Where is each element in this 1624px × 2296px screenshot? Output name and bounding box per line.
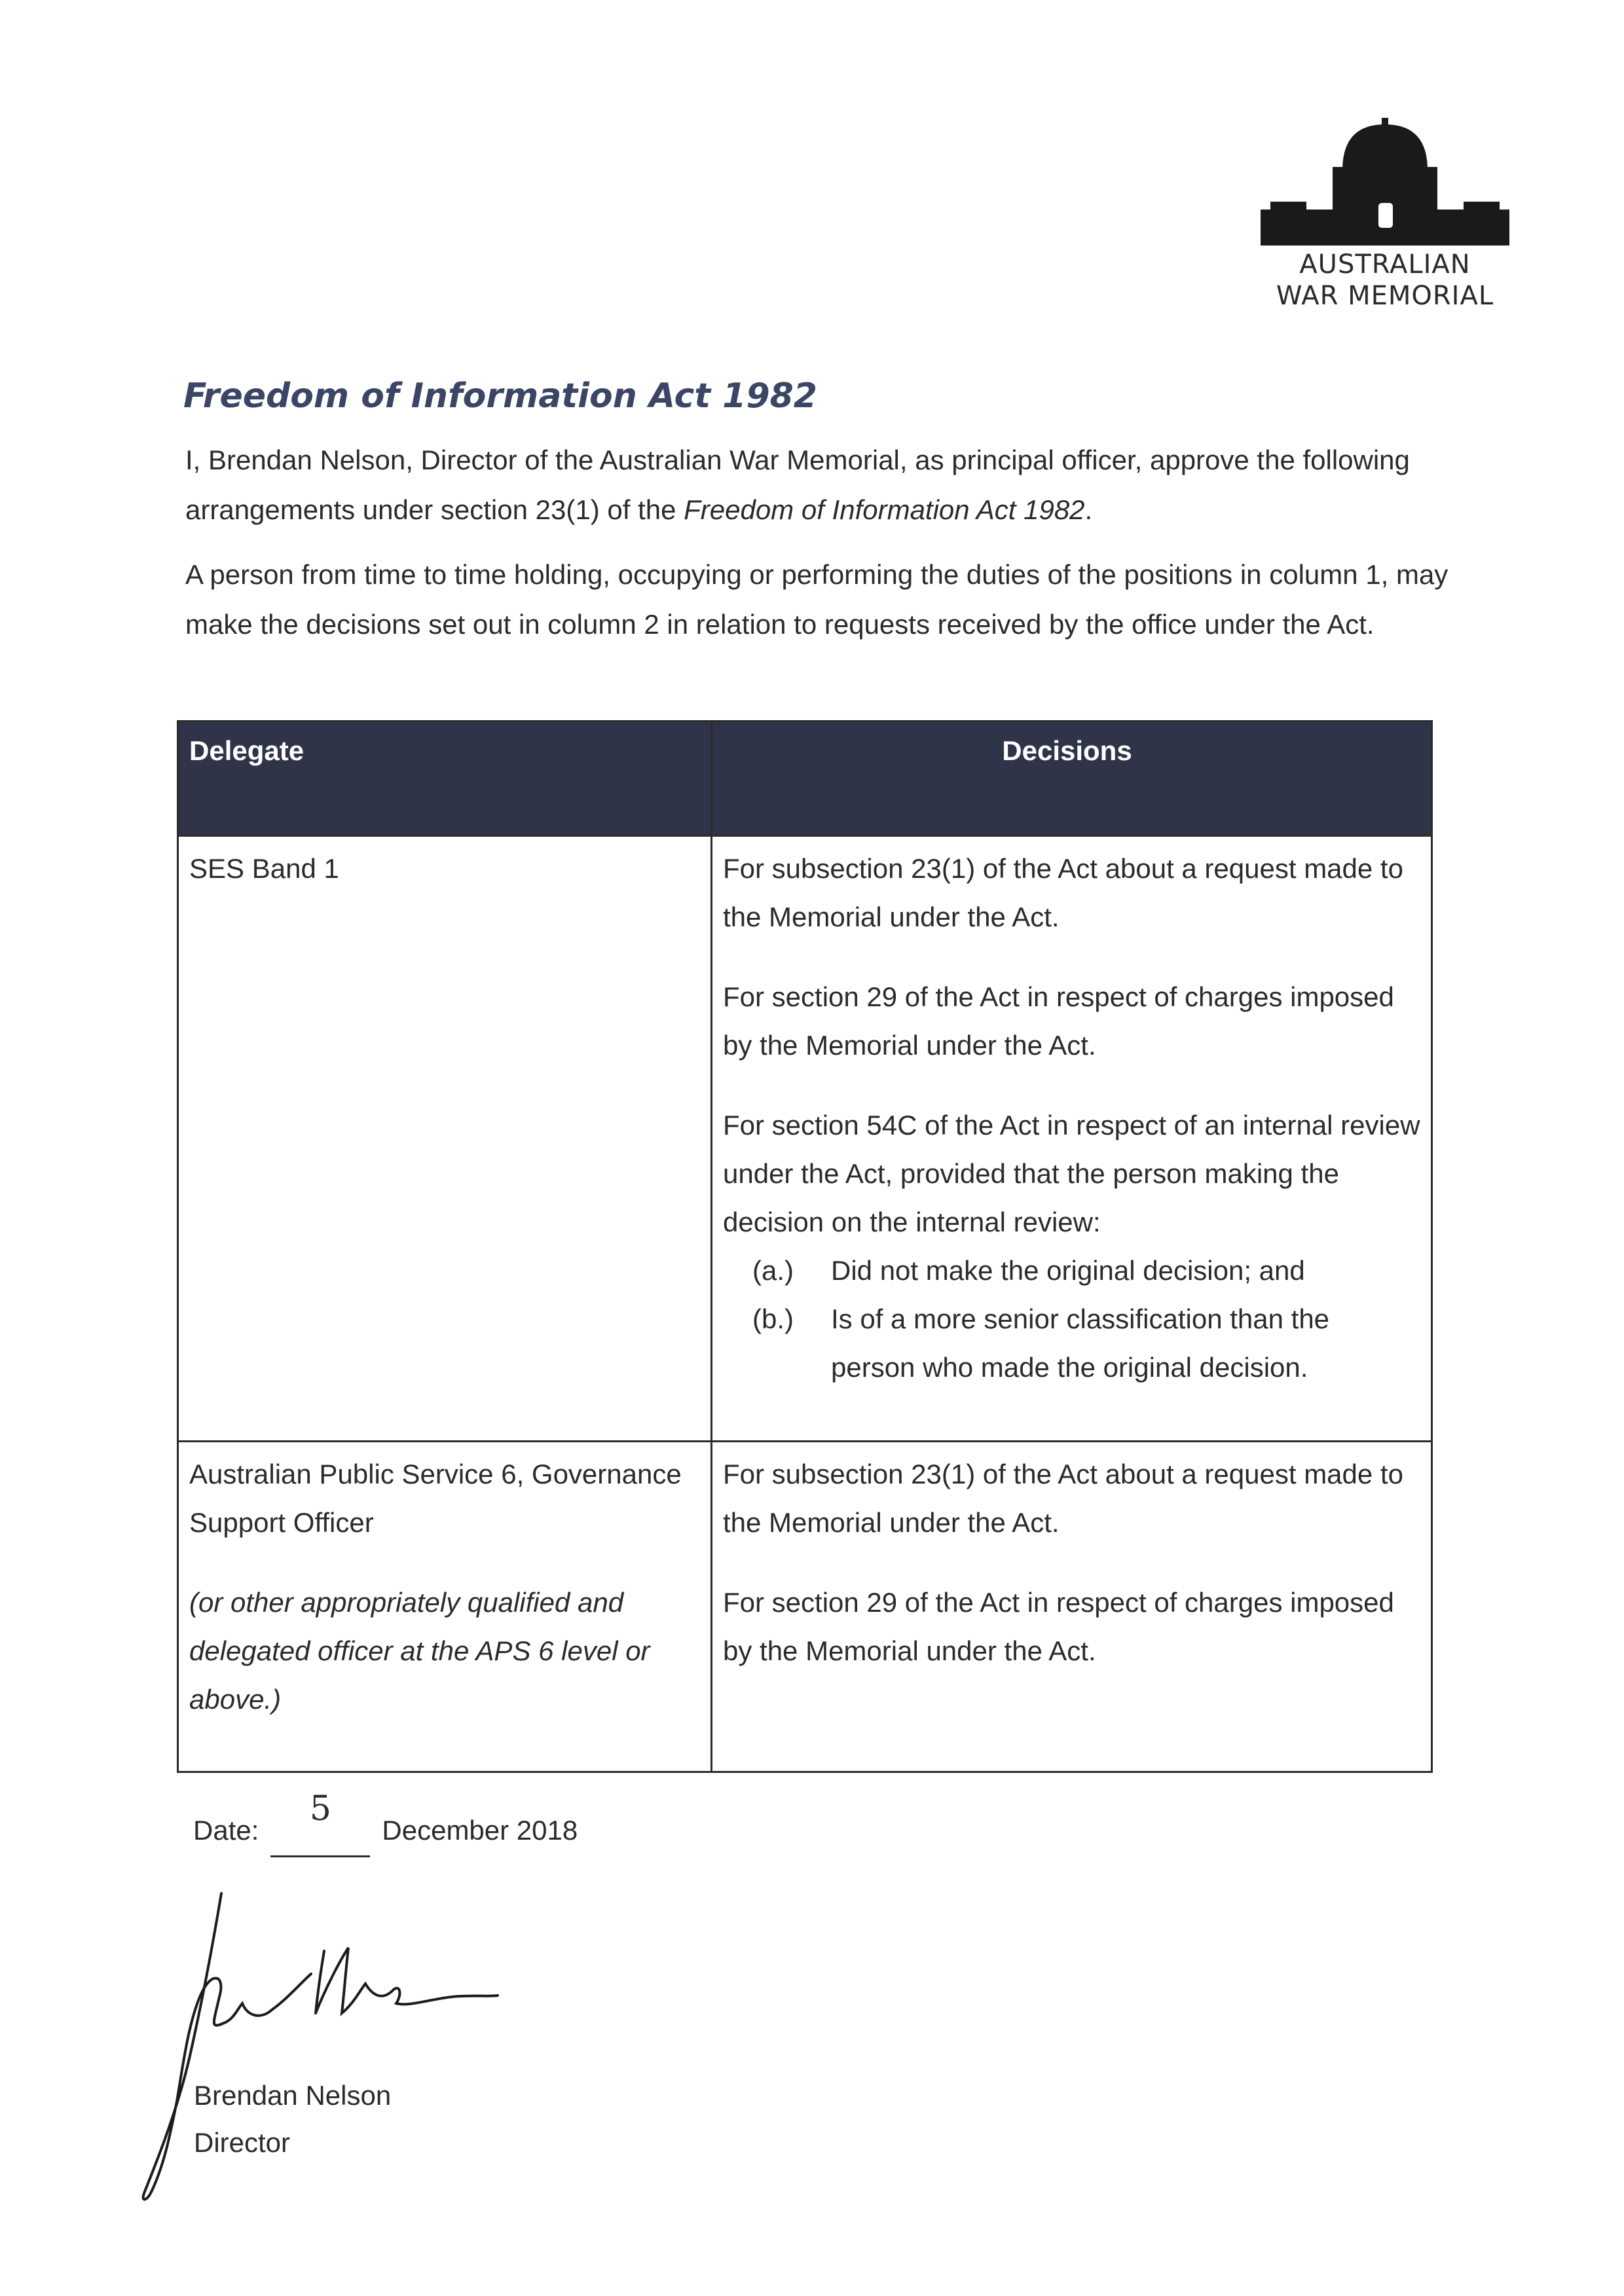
header-delegate: Delegate [178,721,712,836]
header-decisions: Decisions [712,721,1432,836]
intro-end: . [1084,494,1093,525]
delegation-table [177,720,1433,1773]
date-month-year: December 2018 [382,1815,578,1846]
intro-paragraph-2: A person from time to time holding, occupying or performing the duties of the positions in column 1, may make the decisions set out in column 2 in relation to requests received by the office under the Act. [185,559,1449,640]
decision-item: For section 29 of the Act in respect of charges imposed by the Memorial under the Act. [723,981,1394,1061]
page-title: Freedom of Information Act 1982 [183,376,817,416]
decision-item: For section 54C of the Act in respect of an internal review under the Act, provided that the person making the decision on the internal review: [723,1110,1420,1237]
decisions-cell [712,1442,1432,1772]
table-row [178,1442,1432,1772]
decision-item: For subsection 23(1) of the Act about a request made to the Memorial under the Act. [723,853,1403,932]
signatory-block [194,2072,391,2166]
item-text: Did not make the original decision; and [831,1255,1305,1286]
date-label: Date: [193,1815,259,1846]
signatory-title: Director [194,2127,291,2158]
item-text: Is of a more senior classification than the person who made the original decision. [831,1303,1330,1383]
decisions-cell [712,836,1432,1442]
logo-line-2: WAR MEMORIAL [1276,281,1494,311]
item-marker: (a.) [752,1255,794,1286]
list-item [723,1247,1420,1295]
delegate-note: (or other appropriately qualified and delegated officer at the APS 6 level or above.) [189,1587,650,1715]
intro-paragraph-1 [185,435,1449,535]
awm-logo [1254,118,1516,312]
intro-text: I, Brendan Nelson, Director of the Australian War Memorial, as principal officer, approve the following arrangements under section 23(1) of the [185,445,1410,525]
decision-item: For subsection 23(1) of the Act about a request made to the Memorial under the Act. [723,1459,1403,1538]
logo-line-1: AUSTRALIAN [1299,249,1471,280]
item-marker: (b.) [752,1303,794,1334]
delegate-cell: SES Band 1 [178,836,712,1442]
date-day: 5 [309,1789,331,1829]
delegate-cell [178,1442,712,1772]
condition-list [723,1247,1420,1392]
table-row [178,836,1432,1442]
act-name: Freedom of Information Act 1982 [684,494,1085,525]
signatory-name: Brendan Nelson [194,2080,392,2111]
delegate-position: Australian Public Service 6, Governance Support Officer [189,1459,682,1538]
decision-item: For section 29 of the Act in respect of charges imposed by the Memorial under the Act. [723,1587,1394,1666]
list-item [723,1295,1420,1392]
date-blank [270,1789,370,1857]
memorial-building-icon [1261,118,1509,249]
signature-date [193,1789,578,1857]
table-header-row [178,721,1432,836]
